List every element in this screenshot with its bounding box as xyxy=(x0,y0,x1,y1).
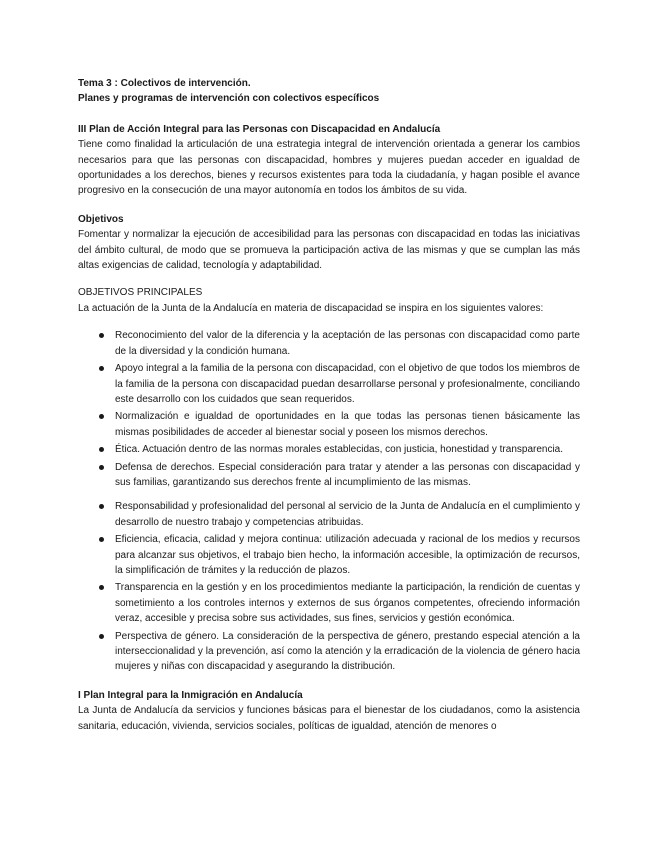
bullet-icon xyxy=(99,414,104,419)
section-body-inmigracion: La Junta de Andalucía da servicios y funciones básicas para el bienestar de los ciudadanos, como la asistencia sanitaria, educación, vivienda, servicios sociales, políticas de igualdad, atención de menores o xyxy=(78,705,580,732)
section-heading-objetivos-principales: OBJETIVOS PRINCIPALES xyxy=(78,287,203,299)
bullet-icon xyxy=(99,447,104,452)
list-item-text: Reconocimiento del valor de la diferencia y la aceptación de las personas con discapacidad como parte de la diversidad y la condición humana. xyxy=(115,330,580,357)
list-item xyxy=(78,580,580,626)
list-item-text: Responsabilidad y profesionalidad del personal al servicio de la Junta de Andalucía en el cumplimiento y desarrollo de nuestro trabajo y competencias atribuidas. xyxy=(115,501,580,528)
list-item xyxy=(78,499,580,530)
topic-title: Tema 3 : Colectivos de intervención. xyxy=(78,78,251,89)
list-item-text: Ética. Actuación dentro de las normas morales establecidas, con justicia, honestidad y transparencia. xyxy=(115,444,564,456)
list-item-text: Defensa de derechos. Especial consideración para tratar y atender a las personas con discapacidad y sus familias, garantizando sus derechos frente al incumplimiento de las mismas. xyxy=(115,461,580,488)
bullet-icon xyxy=(99,634,104,639)
topic-subtitle: Planes y programas de intervención con colectivos específicos xyxy=(78,93,380,105)
bullet-icon xyxy=(99,465,104,470)
objetivos-principales-intro: La actuación de la Junta de la Andalucía en materia de discapacidad se inspira en los siguientes valores: xyxy=(78,302,544,314)
section-body-objetivos: Fomentar y normalizar la ejecución de accesibilidad para las personas con discapacidad en todas las iniciativas del ámbito cultural, de modo que se promueva la participación activa de las mismas y que se cumplan las más altas exigencias de calidad, tecnología y adaptabilidad. xyxy=(78,229,580,272)
valores-list xyxy=(78,328,580,675)
section-body-discapacidad: Tiene como finalidad la articulación de una estrategia integral de intervención orientada a generar los cambios necesarios para que las personas con discapacidad, hombres y mujeres puedan acceder en igualdad de oportunidades a los derechos, bienes y recursos existentes para toda la ciudadanía, y hagan posible el avance progresivo en la consecución de una mayor autonomía en todos los ámbitos de su vida. xyxy=(78,139,580,197)
list-item xyxy=(78,409,580,440)
bullet-icon xyxy=(99,366,104,371)
bullet-icon xyxy=(99,333,104,338)
list-item-text: Normalización e igualdad de oportunidades en la que todas las personas tienen básicamente las mismas posibilidades de acceder al bienestar social y poseen los mismos derechos. xyxy=(115,411,580,438)
document-page xyxy=(78,76,580,734)
list-item-text: Apoyo integral a la familia de la persona con discapacidad, con el objetivo de que todos los miembros de la familia de la persona con discapacidad puedan desarrollarse personal y profesionalmente, conciliando este desarrollo con los cuidados que sean requeridos. xyxy=(115,363,580,405)
list-item-text: Eficiencia, eficacia, calidad y mejora continua: utilización adecuada y racional de los medios y recursos para alcanzar sus objetivos, el trabajo bien hecho, la información accesible, la optimización de recursos, la simplificación de trámites y la reducción de plazos. xyxy=(115,534,580,576)
bullet-icon xyxy=(99,585,104,590)
list-item-text: Perspectiva de género. La consideración de la perspectiva de género, prestando especial atención a la interseccionalidad y la prevención, así como la atención y la erradicación de la violencia de género hacia mujeres y niñas con discapacidad y asegurando la distribución. xyxy=(115,630,580,673)
section-heading-inmigracion: I Plan Integral para la Inmigración en Andalucía xyxy=(78,689,303,701)
bullet-icon xyxy=(99,504,104,509)
list-item xyxy=(78,361,580,407)
list-item xyxy=(78,629,580,675)
list-item xyxy=(78,328,580,359)
bullet-icon xyxy=(99,537,104,542)
list-item xyxy=(78,442,580,457)
list-item xyxy=(78,460,580,491)
section-heading-objetivos: Objetivos xyxy=(78,213,124,225)
section-heading-discapacidad: III Plan de Acción Integral para las Personas con Discapacidad en Andalucía xyxy=(78,123,441,135)
list-item-text: Transparencia en la gestión y en los procedimientos mediante la participación, la rendición de cuentas y sometimiento a los controles internos y externos de sus órganos competentes, ofreciendo información veraz, accesible y precisa sobre sus actividades, sus fines, servicios y gestión económica. xyxy=(115,582,580,625)
list-item xyxy=(78,532,580,578)
